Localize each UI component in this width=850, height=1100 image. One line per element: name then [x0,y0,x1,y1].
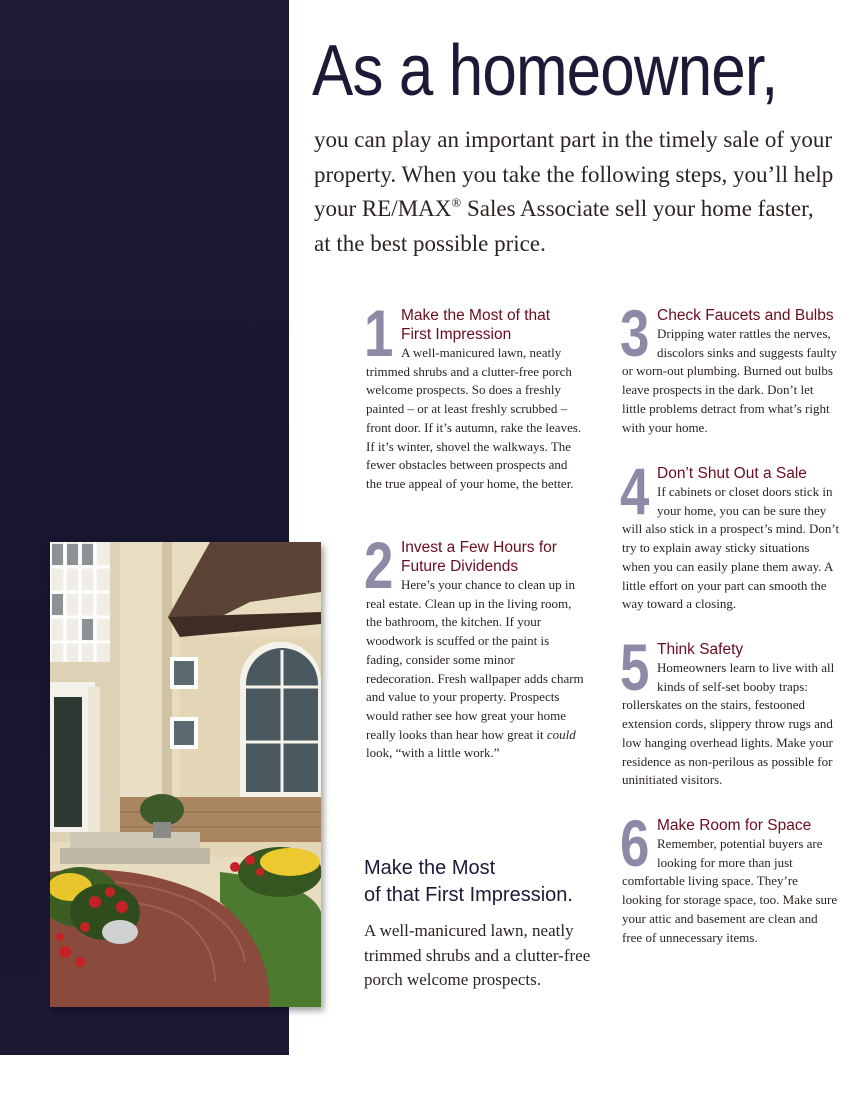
registered-mark: ® [451,195,462,210]
caption-title-line: Make the Most [364,857,496,879]
photo-caption [364,855,594,993]
intro-paragraph [314,123,834,261]
step-body: Dripping water rattles the nerves, discolors sinks and suggests faulty or worn-out plumbing. Burned out bulbs leave prospects in the dark. Don’t let little problems detract from what’s right with your home. [622,326,837,435]
caption-title-line: of that First Impression. [364,884,573,906]
step-number: 1 [364,296,394,370]
step-body-text-end: look, “with a little work.” [366,745,500,761]
step-title: Think Safety [657,641,744,658]
headline: As a homeowner, [312,31,778,111]
step-4 [620,454,840,614]
step-title: Don’t Shut Out a Sale [657,465,807,482]
step-body: If cabinets or closet doors stick in your home, you can be sure they will also stick in a prospect’s mind. Don’t try to explain away sticky situations when you can easily plane them away. A little effort on your part can smooth the way toward a closing. [622,484,840,612]
caption-title [364,855,594,909]
caption-body: A well-manicured lawn, neatly trimmed shrubs and a clutter-free porch welcome prospects. [364,921,591,989]
step-3 [620,296,840,437]
step-number: 2 [364,528,394,602]
step-title: Make Room for Space [657,817,812,834]
house-exterior-photo [50,542,321,1007]
step-body: A well-manicured lawn, neatly trimmed shrubs and a clutter-free porch welcome prospects. So does a freshly painted – or at least freshly scrubbed – front door. If it’s autumn, rake the leaves. If it’s winter, shovel the walkways. The fewer obstacles between prospects and the true appeal of your home, the better. [366,345,582,491]
step-1 [364,296,584,494]
intro-text: you can play an important part in the timely sale of your property. When you take the following steps, you’ll help your RE/MAX [314,127,834,221]
step-title: Invest a Few Hours for Future Dividends [401,539,557,575]
step-body [366,576,584,763]
step-5 [620,630,840,790]
step-body-emphasis: could [546,726,576,742]
step-number: 4 [620,454,650,528]
step-number: 3 [620,296,650,370]
step-6 [620,806,840,947]
step-body: Homeowners learn to live with all kinds of self-set booby traps: rollerskates on the stairs, festooned extension cords, slippery throw rugs and low hanging overhead lights. Make your residence as non-perilous as possible for uninitiated visitors. [622,660,835,788]
step-number: 6 [620,806,650,880]
step-body-text: Here’s your chance to clean up in real estate. Clean up in the living room, the bathroom, the kitchen. If your woodwork is scuffed or the paint is fading, consider some minor redecoration. Fresh wallpaper adds charm and value to your property. Prospects would rather see how great your home really looks than hear how great it [366,577,584,742]
step-number: 5 [620,630,650,704]
intro-text-end: Sales Associate sell your home faster, at the best possible price. [314,196,814,256]
step-title: Make the Most of that First Impression [401,307,551,343]
step-title: Check Faucets and Bulbs [657,307,834,324]
step-body: Remember, potential buyers are looking for more than just comfortable living space. They’re looking for storage space, too. Make sure your attic and basement are clean and free of unnecessary items. [622,836,838,945]
step-2 [364,528,584,763]
